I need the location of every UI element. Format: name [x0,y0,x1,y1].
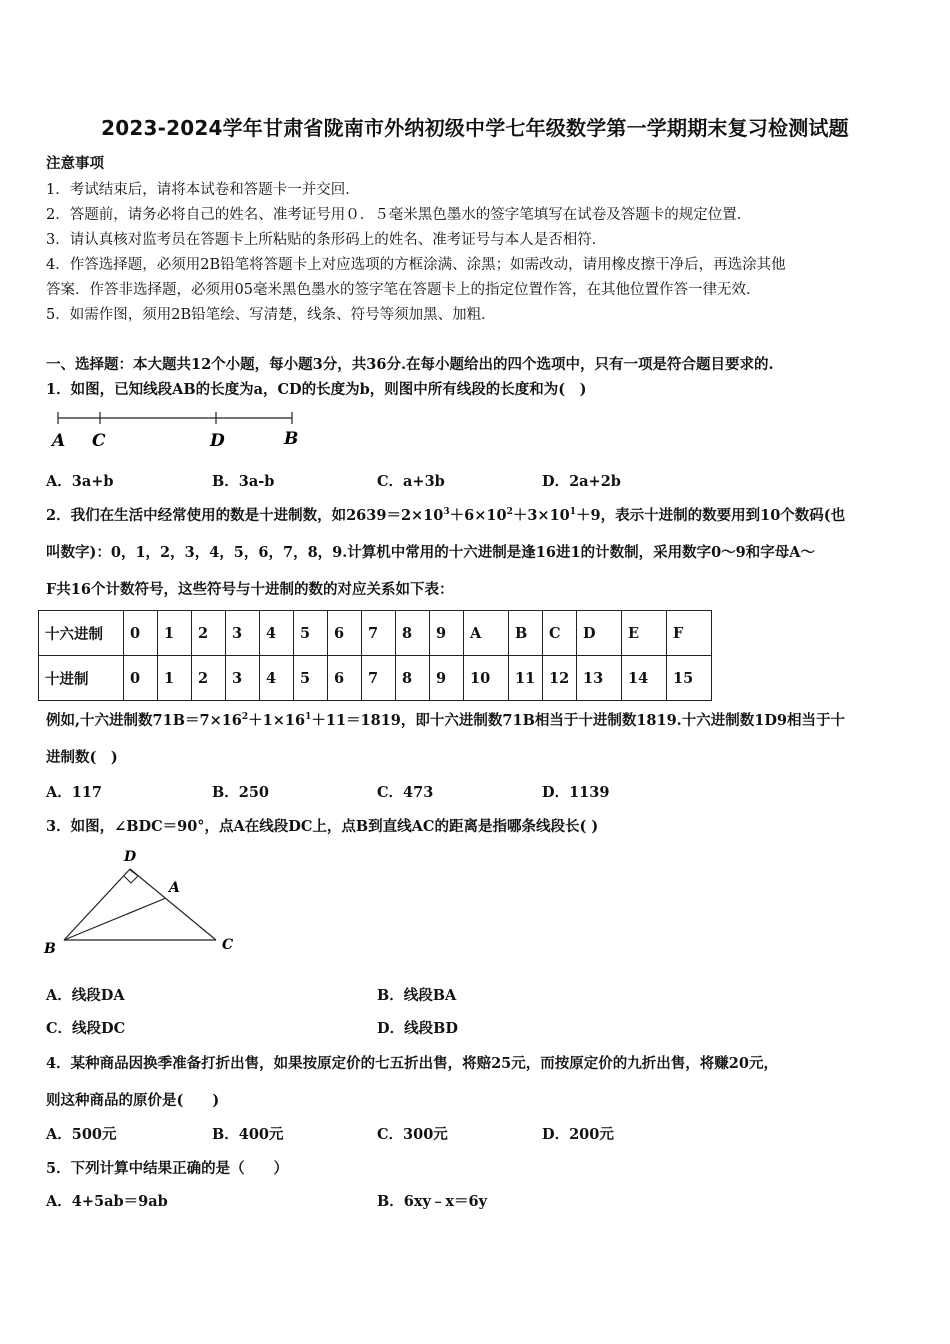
table-row-header: 十六进制 [39,611,124,656]
table-cell: 3 [226,656,260,701]
q3-option-b[interactable]: B．线段BA [377,987,457,1004]
q2-line3: F共16个计数符号，这些符号与十进制的数的对应关系如下表： [46,581,454,598]
table-row [39,656,712,701]
table-cell: 6 [328,611,362,656]
table-cell: 2 [192,611,226,656]
point-label: A [169,880,180,896]
q4-option-b[interactable]: B．400元 [212,1126,284,1143]
q1-option-c[interactable]: C．a+3b [377,473,445,490]
point-label: D [210,431,225,451]
notice-item: 2．答题前，请务必将自己的姓名、准考证号用０．５毫米黑色墨水的签字笔填写在试卷及答题卡的规定位置． [46,207,752,223]
q2-example: 例如,十六进制数$71B=7\times 16^2+1\times 16^1+11=1819$，即十六进制数71B相当于十进制数1819.十六进制数1D9相当于十 [46,712,845,729]
q4-option-d[interactable]: D．200元 [542,1126,614,1143]
q5-stem: 5．下列计算中结果正确的是（ ） [46,1160,289,1177]
q1-option-b[interactable]: B．3a-b [212,473,275,490]
point-label: D [124,849,137,865]
table-row [39,611,712,656]
q3-option-a[interactable]: A．线段DA [46,987,125,1004]
point-label: A [52,431,66,451]
point-label: C [92,431,106,451]
table-cell: E [622,611,667,656]
table-cell: 7 [362,656,396,701]
q3-option-c[interactable]: C．线段DC [46,1020,126,1037]
page-title: 2023-2024学年甘肃省陇南市外纳初级中学七年级数学第一学期期末复习检测试题 [101,116,849,140]
notice-item: 4．作答选择题，必须用2B铅笔将答题卡上对应选项的方框涂满、涂黑；如需改动，请用橡皮擦干净后，再选涂其他 [46,257,786,273]
q3-stem: 3．如图，∠BDC＝90°，点A在线段DC上，点B到直线AC的距离是指哪条线段长( ) [46,818,599,835]
table-cell: 8 [396,611,430,656]
table-cell: B [509,611,543,656]
table-cell: A [464,611,509,656]
point-label: C [222,937,234,953]
q2-option-c[interactable]: C．473 [377,784,434,801]
q5-option-a[interactable]: A．4+5ab＝9ab [46,1193,168,1210]
table-cell: 2 [192,656,226,701]
table-cell: 9 [430,656,464,701]
q4-option-a[interactable]: A．500元 [46,1126,117,1143]
notice-item: 3．请认真核对监考员在答题卡上所粘贴的条形码上的姓名、准考证号与本人是否相符． [46,232,607,248]
table-cell: 0 [124,611,158,656]
q1-option-a[interactable]: A．3a+b [46,473,114,490]
segment-ba [64,898,166,940]
table-cell: 11 [509,656,543,701]
q5-option-b[interactable]: B．6xy﹣x＝6y [377,1193,488,1210]
notice-item: 答案．作答非选择题，必须用05毫米黑色墨水的签字笔在答题卡上的指定位置作答，在其他位置作答一律无效． [46,282,761,298]
table-cell: 7 [362,611,396,656]
table-cell: F [667,611,712,656]
side-bd [64,869,130,940]
table-cell: 3 [226,611,260,656]
q1-stem: 1．如图，已知线段AB的长度为a，CD的长度为b，则图中所有线段的长度和为( ) [46,381,587,398]
table-cell: 6 [328,656,362,701]
table-cell: 5 [294,611,328,656]
q1-option-d[interactable]: D．2a+2b [542,473,621,490]
q4-option-c[interactable]: C．300元 [377,1126,448,1143]
table-cell: 9 [430,611,464,656]
table-cell: 5 [294,656,328,701]
q2-option-a[interactable]: A．117 [46,784,103,801]
table-cell: 4 [260,656,294,701]
point-label: B [284,429,299,449]
q4-line1: 4．某种商品因换季准备打折出售，如果按原定价的七五折出售，将赔25元，而按原定价的九折出售，将赚20元， [46,1055,778,1072]
table-cell: 1 [158,656,192,701]
q2-option-b[interactable]: B．250 [212,784,270,801]
hex-decimal-table [38,610,712,701]
q2-option-d[interactable]: D．1139 [542,784,610,801]
q2-line2: 叫数字)：0，1，2，3，4，5，6，7，8，9.计算机中常用的十六进制是逢16进1的计数制，采用数字0～9和字母A～ [46,544,815,561]
q3-option-d[interactable]: D．线段BD [377,1020,458,1037]
table-cell: 14 [622,656,667,701]
table-cell: 10 [464,656,509,701]
table-cell: 1 [158,611,192,656]
point-label: B [44,941,56,957]
section-heading: 一、选择题：本大题共12个小题，每小题3分，共36分.在每小题给出的四个选项中，只有一项是符合题目要求的. [46,356,774,373]
table-cell: 13 [577,656,622,701]
notice-heading: 注意事项 [46,155,104,172]
table-row-header: 十进制 [39,656,124,701]
table-cell: C [543,611,577,656]
right-angle-mark [124,870,138,883]
table-cell: 15 [667,656,712,701]
table-cell: D [577,611,622,656]
q2-line1: 2．我们在生活中经常使用的数是十进制数，如$2639=2\times 10^3+6\times 10^2+3\times 10^1+9$，表示十进制的数要用到10个数码(也 [46,507,846,524]
notice-item: 1．考试结束后，请将本试卷和答题卡一并交回． [46,182,360,198]
q2-question: 进制数( ) [46,749,118,766]
table-cell: 4 [260,611,294,656]
table-cell: 0 [124,656,158,701]
q1-segment-figure [48,408,308,458]
q4-line2: 则这种商品的原价是( ) [46,1092,220,1109]
notice-item: 5．如需作图，须用2B铅笔绘、写清楚，线条、符号等须加黑、加粗． [46,307,496,323]
q3-triangle-figure [38,843,248,961]
table-cell: 12 [543,656,577,701]
table-cell: 8 [396,656,430,701]
